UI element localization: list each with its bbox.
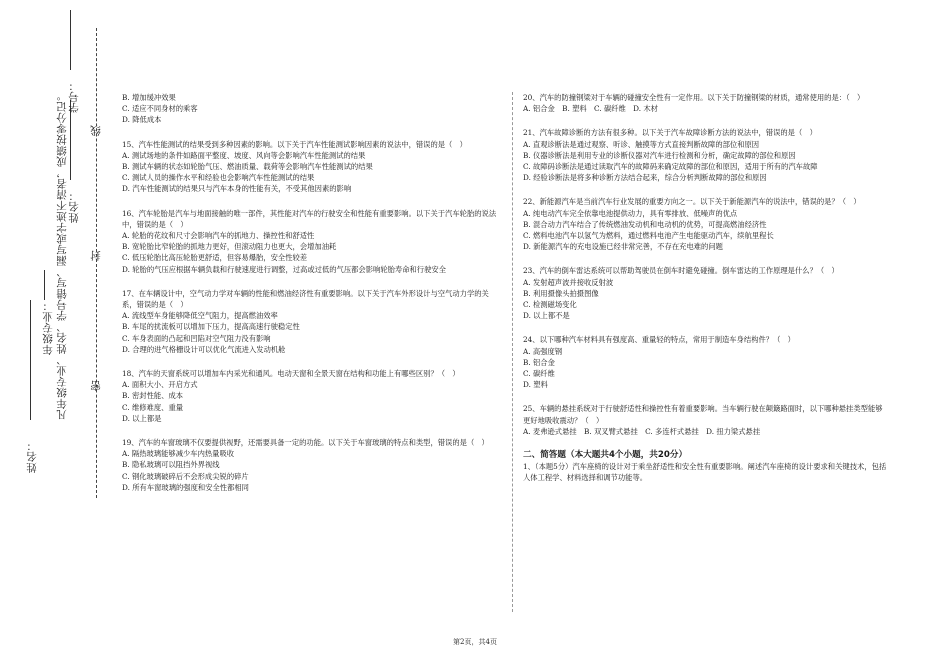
binding-name-label-1: 姓名： [26,440,38,473]
option-d: D. 所有车窗玻璃的强度和安全性都相同 [122,482,249,492]
option-b: B. 利用摄像头拍摄图像 [523,288,599,298]
question-21 [523,127,888,183]
option-b: B. 仪器诊断法是利用专业的诊断仪器对汽车进行检测和分析，确定故障的部位和原因 [523,150,796,160]
question-stem: 24、以下哪种汽车材料具有强度高、重量轻的特点，常用于制造车身结构件？（ ） [523,335,795,345]
option-b: B. 隐私玻璃可以阻挡外界视线 [122,460,220,470]
option-b: B. 车尾的扰流板可以增加下压力，提高高速行驶稳定性 [122,322,300,332]
q14-tail [122,92,497,126]
option-c: C. 钢化玻璃破碎后不会形成尖锐的碎片 [122,471,249,481]
option-d: D. 以上都不是 [523,311,570,321]
option-c: C. 碳纤维 [523,369,555,379]
section-title: 二、简答题（本大题共4个小题，共20分） [523,450,688,461]
binding-id-label: 学号： [68,80,80,113]
options-inline: A. 铝合金 B. 塑料 C. 碳纤维 D. 木材 [523,104,658,114]
binding-rule-2 [44,270,45,300]
question-stem: 25、车辆的悬挂系统对于行驶舒适性和操控性有着重要影响。当车辆行驶在颠簸路面时，以下哪种悬挂类型能够更好地吸收震动？（ ） [523,404,883,425]
option-a: A. 面积大小、开启方式 [122,380,198,390]
question-24 [523,334,888,390]
question-20 [523,92,888,114]
short-answer-1: 1、（本题5分）汽车座椅的设计对于乘坐舒适性和安全性有重要影响。阐述汽车座椅的设计要求和关键技术，包括人体工程学、材料选择和调节功能等。 [523,462,887,483]
option-a: A. 发射超声波并接收反射波 [523,277,614,287]
option-d: D. 经验诊断法是将多种诊断方法结合起来，综合分析判断故障的部位和原因 [523,173,767,183]
page-footer: 第2页，共4页 [453,638,497,646]
binding-mark-seal-3: 线 [90,125,102,136]
option-c: C. 检测磁场变化 [523,300,577,310]
question-18 [122,368,497,424]
option-b: B. 宽轮胎比窄轮胎的抓地力更好，但滚动阻力也更大，会增加油耗 [122,242,337,252]
right-column [523,92,888,484]
question-stem: 19、汽车的车窗玻璃不仅要提供视野，还需要具备一定的功能。以下关于车窗玻璃的特点和类型，错误的是（ ） [122,438,489,448]
option-a: A. 流线型车身能够降低空气阻力，提高燃油效率 [122,311,278,321]
question-stem: 18、汽车的天窗系统可以增加车内采光和通风。电动天窗和全景天窗在结构和功能上有哪些区别？（ ） [122,369,460,379]
option-b: B. 测试车辆的状态如轮胎气压、燃油质量、载荷等会影响汽车性能测试的结果 [122,162,373,172]
option-b: B. 混合动力汽车结合了传统燃油发动机和电动机的优势，可提高燃油经济性 [523,219,767,229]
binding-rule-1 [30,300,31,420]
option: D. 降低成本 [122,115,162,125]
binding-notice: 凡年级专业、姓名、学号错写、漏写或字迹不清者，成绩按零分记。 [56,90,68,420]
option-b: B. 密封性能、成本 [122,391,184,401]
option-d: D. 轮胎的气压应根据车辆负载和行驶速度进行调整，过高或过低的气压都会影响轮胎寿命和行驶安全 [122,264,446,274]
question-stem: 22、新能源汽车是当前汽车行业发展的重要方向之一。以下关于新能源汽车的说法中，错误的是？（ ） [523,197,861,207]
option-d: D. 合理的进气格栅设计可以优化气流进入发动机舱 [122,344,286,354]
question-17 [122,288,497,355]
question-stem: 15、汽车性能测试的结果受到多种因素的影响。以下关于汽车性能测试影响因素的说法中，错误的是（ ） [122,139,467,149]
option: B. 增加缓冲效果 [122,93,176,102]
question-23 [523,265,888,321]
column-divider [512,92,513,612]
option-c: C. 低压轮胎比高压轮胎更舒适，但容易爆胎，安全性较差 [122,253,308,263]
question-16 [122,208,497,275]
question-stem: 21、汽车故障诊断的方法有很多种。以下关于汽车故障诊断方法的说法中，错误的是（ ） [523,128,817,138]
question-19 [122,437,497,493]
option-c: C. 故障码诊断法是通过读取汽车的故障码来确定故障的部位和原因，适用于所有的汽车故障 [523,162,818,172]
option-b: B. 铝合金 [523,357,555,367]
option-c: C. 车身表面的凸起和凹陷对空气阻力没有影响 [122,333,271,343]
options-inline: A. 麦弗逊式悬挂 B. 双叉臂式悬挂 C. 多连杆式悬挂 D. 扭力梁式悬挂 [523,426,761,436]
option-d: D. 以上都是 [122,413,162,423]
binding-mark-seal-1: 密 [90,380,102,391]
binding-mark-seal-2: 封 [90,250,102,261]
binding-margin [0,0,112,672]
option-c: C. 维修难度、重量 [122,402,184,412]
section-short-answer [523,450,888,484]
option-d: D. 新能源汽车的充电设施已经非常完善，不存在充电难的问题 [523,242,723,252]
binding-rule-4 [70,10,71,70]
binding-major-label: 年级专业： [42,300,54,355]
option-d: D. 汽车性能测试的结果只与汽车本身的性能有关，不受其他因素的影响 [122,184,352,194]
option-a: A. 隔热玻璃能够减少车内热量吸收 [122,449,235,459]
option: C. 适应不同身材的乘客 [122,104,198,114]
question-22 [523,196,888,252]
option-a: A. 直观诊断法是通过观察、听诊、触摸等方式直接判断故障的部位和原因 [523,139,760,149]
option-d: D. 塑料 [523,380,548,390]
left-column [122,92,497,493]
question-stem: 20、汽车的防撞钢梁对于车辆的碰撞安全性有一定作用。以下关于防撞钢梁的材质，通常使用的是：（ ） [523,93,865,102]
option-a: A. 测试场地的条件如路面平整度、坡度、风向等会影响汽车性能测试的结果 [122,150,366,160]
option-a: A. 高强度钢 [523,346,563,356]
question-25 [523,403,888,437]
option-a: A. 纯电动汽车完全依靠电池提供动力，具有零排放、低噪声的优点 [523,208,738,218]
option-c: C. 测试人员的操作水平和经验也会影响汽车性能测试的结果 [122,173,315,183]
binding-name-label-2: 姓名： [68,190,80,223]
question-stem: 17、在车辆设计中，空气动力学对车辆的性能和燃油经济性有重要影响。以下关于汽车外形设计与空气动力学的关系，错误的是（ ） [122,288,489,310]
question-stem: 16、汽车轮胎是汽车与地面接触的唯一部件，其性能对汽车的行驶安全和性能有重要影响。以下关于汽车轮胎的说法中，错误的是（ ） [122,208,497,229]
option-c: C. 燃料电池汽车以氢气为燃料，通过燃料电池产生电能驱动汽车，续航里程长 [523,231,774,241]
option-a: A. 轮胎的花纹和尺寸会影响汽车的抓地力、操控性和舒适性 [122,231,315,241]
question-15 [122,139,497,195]
question-stem: 23、汽车的倒车雷达系统可以帮助驾驶员在倒车时避免碰撞。倒车雷达的工作原理是什么？（ ） [523,266,839,276]
binding-dashed-line [96,28,97,498]
